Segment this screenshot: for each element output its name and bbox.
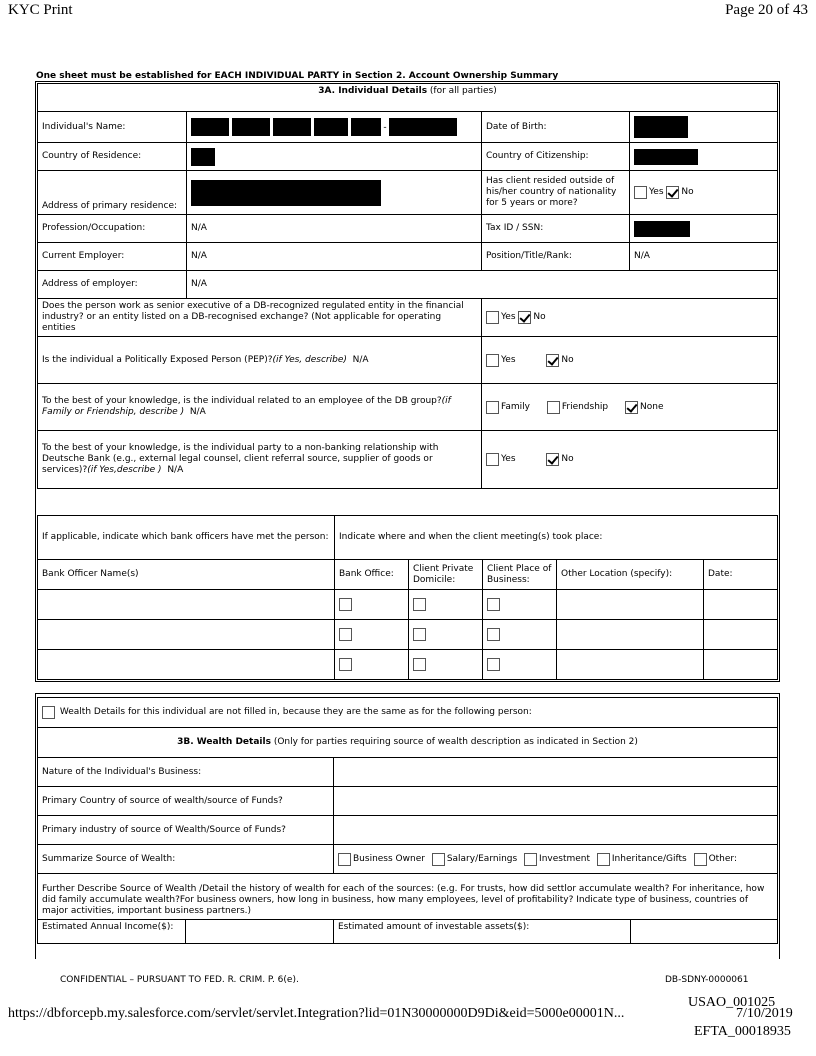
profession-label: Profession/Occupation: (38, 215, 187, 243)
citizenship-value (630, 143, 778, 171)
col-private-domicile: Client Private Domicile: (409, 560, 483, 590)
further-describe-text: Further Describe Source of Wealth /Detail the history of wealth for each of the sources: (e.g. For trusts, how did settlor accumulate wealth? For inheritance, how did family accumulate wealth?For business owners, how long in business, how many employees, level of profitability? Indicate type of business, countries of major activities, important business partners.) (38, 874, 778, 920)
senior-exec-no-checkbox[interactable] (518, 311, 531, 324)
individual-details-table (37, 83, 778, 489)
bates-number: DB-SDNY-0000061 (665, 975, 749, 985)
income-input[interactable] (186, 920, 334, 944)
inheritance-gifts-checkbox[interactable] (597, 853, 610, 866)
employer-value: N/A (187, 243, 482, 271)
meeting-where-label: Indicate where and when the client meeting(s) took place: (335, 516, 778, 560)
resided-no-checkbox[interactable] (666, 186, 679, 199)
summarize-label: Summarize Source of Wealth: (38, 845, 334, 874)
name-label: Individual's Name: (38, 112, 187, 143)
profession-value: N/A (187, 215, 482, 243)
same-as-checkbox[interactable] (42, 706, 55, 719)
business-owner-checkbox[interactable] (338, 853, 351, 866)
other-source-checkbox[interactable] (694, 853, 707, 866)
address-value (187, 171, 482, 215)
form-notice: One sheet must be established for EACH INDIVIDUAL PARTY in Section 2. Account Ownership Summary (36, 71, 559, 81)
dob-value (630, 112, 778, 143)
senior-exec-yes-checkbox[interactable] (486, 311, 499, 324)
other-location-input[interactable] (557, 590, 704, 620)
name-value: - (187, 112, 482, 143)
nature-input[interactable] (334, 758, 778, 787)
related-friendship-checkbox[interactable] (547, 401, 560, 414)
col-date: Date: (704, 560, 778, 590)
nature-label: Nature of the Individual's Business: (38, 758, 334, 787)
resided-question: Has client resided outside of his/her country of nationality for 5 years or more? (482, 171, 630, 215)
print-date: 7/10/2019 (736, 1006, 793, 1021)
related-answer: Family Friendship None (482, 384, 778, 431)
officer-name-input[interactable] (38, 590, 335, 620)
investment-checkbox[interactable] (524, 853, 537, 866)
meeting-row (38, 590, 778, 620)
taxid-label: Tax ID / SSN: (482, 215, 630, 243)
other-location-input[interactable] (557, 650, 704, 680)
private-domicile-checkbox[interactable] (413, 598, 426, 611)
pep-question: Is the individual a Politically Exposed Person (PEP)?(if Yes, describe) N/A (38, 337, 482, 384)
resided-answer: Yes No (630, 171, 778, 215)
industry-source-label: Primary industry of source of Wealth/Source of Funds? (38, 816, 334, 845)
country-source-input[interactable] (334, 787, 778, 816)
nonbank-yes-checkbox[interactable] (486, 453, 499, 466)
salary-earnings-checkbox[interactable] (432, 853, 445, 866)
bank-office-checkbox[interactable] (339, 598, 352, 611)
related-question: To the best of your knowledge, is the individual related to an employee of the DB group?(if Family or Friendship, describe ) N/A (38, 384, 482, 431)
same-as-row: Wealth Details for this individual are not filled in, because they are the same as for the following person: (38, 698, 778, 728)
place-of-business-checkbox[interactable] (487, 658, 500, 671)
date-input[interactable] (704, 590, 778, 620)
nonbank-no-checkbox[interactable] (546, 453, 559, 466)
income-label: Estimated Annual Income($): (38, 920, 186, 944)
address-label: Address of primary residence: (38, 171, 187, 215)
efta-number: EFTA_00018935 (694, 1024, 791, 1039)
col-bank-office: Bank Office: (335, 560, 409, 590)
col-other-location: Other Location (specify): (557, 560, 704, 590)
app-title: KYC Print (8, 2, 73, 18)
usao-number: USAO_001025 (688, 995, 776, 1010)
meetings-table (37, 515, 778, 680)
col-bank-officer: Bank Officer Name(s) (38, 560, 335, 590)
position-value: N/A (630, 243, 778, 271)
residence-value (187, 143, 482, 171)
assets-input[interactable] (631, 920, 778, 944)
private-domicile-checkbox[interactable] (413, 658, 426, 671)
col-place-of-business: Client Place of Business: (483, 560, 557, 590)
position-label: Position/Title/Rank: (482, 243, 630, 271)
place-of-business-checkbox[interactable] (487, 628, 500, 641)
meeting-row (38, 620, 778, 650)
dob-label: Date of Birth: (482, 112, 630, 143)
related-none-checkbox[interactable] (625, 401, 638, 414)
officer-name-input[interactable] (38, 650, 335, 680)
citizenship-label: Country of Citizenship: (482, 143, 630, 171)
summarize-options: Business Owner Salary/Earnings Investment Inheritance/Gifts Other: (334, 845, 778, 874)
other-location-input[interactable] (557, 620, 704, 650)
senior-exec-answer: Yes No (482, 299, 778, 337)
nonbank-question: To the best of your knowledge, is the individual party to a non-banking relationship with Deutsche Bank (e.g., external legal counsel, client referral source, supplier of goods or services)?(if Yes,describe ) N/A (38, 431, 482, 489)
meeting-row (38, 650, 778, 680)
wealth-details-table (37, 697, 778, 944)
pep-yes-checkbox[interactable] (486, 354, 499, 367)
country-source-label: Primary Country of source of wealth/source of Funds? (38, 787, 334, 816)
pep-no-checkbox[interactable] (546, 354, 559, 367)
bank-office-checkbox[interactable] (339, 628, 352, 641)
private-domicile-checkbox[interactable] (413, 628, 426, 641)
nonbank-answer: Yes No (482, 431, 778, 489)
officer-name-input[interactable] (38, 620, 335, 650)
date-input[interactable] (704, 650, 778, 680)
employer-address-label: Address of employer: (38, 271, 187, 299)
pep-answer: Yes No (482, 337, 778, 384)
employer-address-value: N/A (187, 271, 778, 299)
residence-label: Country of Residence: (38, 143, 187, 171)
page-number: Page 20 of 43 (725, 2, 808, 18)
industry-source-input[interactable] (334, 816, 778, 845)
related-family-checkbox[interactable] (486, 401, 499, 414)
confidential-notice: CONFIDENTIAL – PURSUANT TO FED. R. CRIM. P. 6(e). (60, 975, 299, 985)
senior-exec-question: Does the person work as senior executive of a DB-recognized regulated entity in the financial industry? or an entity listed on a DB-recognised exchange? (Not applicable for operating entities (38, 299, 482, 337)
officers-label: If applicable, indicate which bank officers have met the person: (38, 516, 335, 560)
source-url: https://dbforcepb.my.salesforce.com/servlet/servlet.Integration?lid=01N30000000D9Di&eid=5000e00001N... (8, 1006, 625, 1021)
section-3a-title: 3A. Individual Details (for all parties) (38, 84, 778, 112)
assets-label: Estimated amount of investable assets($): (334, 920, 631, 944)
resided-yes-checkbox[interactable] (634, 186, 647, 199)
section-3b-title: 3B. Wealth Details (Only for parties requiring source of wealth description as indicated in Section 2) (38, 728, 778, 758)
date-input[interactable] (704, 620, 778, 650)
bank-office-checkbox[interactable] (339, 658, 352, 671)
place-of-business-checkbox[interactable] (487, 598, 500, 611)
taxid-value (630, 215, 778, 243)
employer-label: Current Employer: (38, 243, 187, 271)
